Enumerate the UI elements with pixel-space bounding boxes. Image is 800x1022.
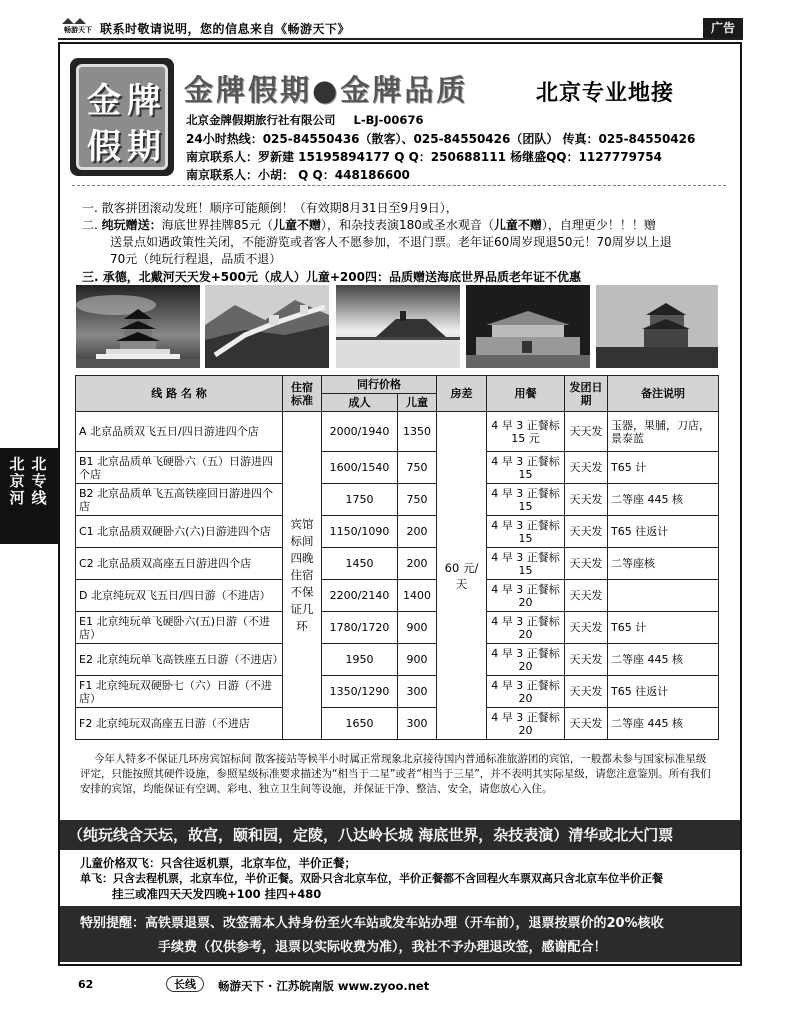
route-name: F2 北京纯玩双高座五日游（不进店 (76, 708, 283, 740)
meal-plan: 4 早 3 正餐标 20 (487, 676, 565, 708)
logo-char-4: 期 (127, 127, 161, 167)
table-row (76, 644, 719, 676)
remark: 玉器，果脯，刀店，景泰蓝 (608, 412, 719, 452)
col-room-diff-header: 房差 (437, 376, 487, 412)
child-price: 1350 (398, 412, 437, 452)
tiananmen-photo (466, 285, 590, 368)
notice-2-prefix: 二. (82, 218, 98, 232)
adult-price: 1750 (322, 484, 398, 516)
meal-plan: 4 早 3 正餐标 20 (487, 580, 565, 612)
departure: 天天发 (565, 644, 608, 676)
child-price-line-3: 挂三或准四天天发四晚+100 挂四+480 (112, 887, 322, 901)
notice-2-line2: 送景点如遇政策性关闭，不能游览或者客人不愿参加，不退门票。老年证60周岁现退50元！70周岁以上退 (110, 235, 672, 249)
special-reminder (60, 906, 740, 962)
col-remarks-header: 备注说明 (608, 376, 719, 412)
hotel-footnote: 今年人特多不保证几环房宾馆标间 散客接站等候半小时属正常现象北京接待国内普通标准旅游团的宾馆，一般都未参与国家标准星级评定，只能按照其硬件设施，参照星级标准要求描述为“相当于二星”或者“相当于三星”，并不表明其实际星级，请您注意鉴别。所有我们安排的宾馆，均能保证有空调、彩电、独立卫生间等设施，并保证干净、整洁、安全，请您放心入住。 (80, 753, 711, 795)
gate-tower-photo (596, 285, 718, 368)
adult-price: 2000/1940 (322, 412, 398, 452)
notice-2-bold: 纯玩赠送： (101, 218, 162, 232)
child-price: 1400 (398, 580, 437, 612)
adult-price: 1150/1090 (322, 516, 398, 548)
child-price-line-1: 儿童价格双飞：只含往返机票，北京车位，半价正餐； (80, 856, 356, 870)
departure: 天天发 (565, 452, 608, 484)
company-name-text: 北京金牌假期旅行社有限公司 (186, 113, 336, 127)
route-name: C2 北京品质双高座五日游进四个店 (76, 548, 283, 580)
child-price: 750 (398, 452, 437, 484)
special-reminder-line-1: 特别提醒：高铁票退票、改签需本人持身份至火车站或发车站办理（开车前），退票按票价的20%核收 (80, 916, 664, 931)
departure: 天天发 (565, 412, 608, 452)
side-tab-col2: 北专线 (31, 455, 47, 507)
departure: 天天发 (565, 612, 608, 644)
departure: 天天发 (565, 676, 608, 708)
company-name (186, 112, 423, 128)
child-price: 900 (398, 612, 437, 644)
brand-logo-inner (76, 64, 168, 170)
remark: 二等座 445 核 (608, 708, 719, 740)
contact-line-1: 南京联系人：罗新建 15195894177 Q Q：250688111 杨继盛QQ：1127779754 (186, 150, 663, 164)
table-row (76, 516, 719, 548)
departure: 天天发 (565, 708, 608, 740)
remark: 二等座 445 核 (608, 644, 719, 676)
gate-tower-icon (596, 285, 718, 368)
table-row (76, 612, 719, 644)
notice-1: 一. 散客拼团滚动发班！顺序可能颠倒！（有效期8月31日至9月9日）， (82, 201, 458, 215)
slogan-dot: ● (312, 73, 341, 107)
logo-text: 畅游天下 (64, 26, 92, 34)
route-name: E1 北京纯玩单飞硬卧六(五)日游（不进店） (76, 612, 283, 644)
meal-plan: 4 早 3 正餐标 15 (487, 516, 565, 548)
col-meals-header: 用餐 (487, 376, 565, 412)
col-route-header: 线 路 名 称 (76, 376, 283, 412)
slogan-part-a: 金牌假期 (184, 73, 313, 107)
table-row (76, 484, 719, 516)
page-number: 62 (78, 978, 94, 991)
side-section-tab (0, 448, 58, 544)
child-price: 200 (398, 548, 437, 580)
adult-price: 1780/1720 (322, 612, 398, 644)
section-label: 长线 (166, 976, 204, 992)
publication-logo (58, 14, 92, 34)
special-reminder-line-2: 手续费（仅供参考，退票以实际收费为准），我社不予办理退改签，感谢配合！ (158, 940, 607, 955)
table-row (76, 708, 719, 740)
meal-plan: 4 早 3 正餐标 15 (487, 548, 565, 580)
route-name: B2 北京品质单飞五高铁座回日游进四个店 (76, 484, 283, 516)
brand-slogan (184, 68, 468, 109)
child-price-line-2: 单飞：只含去程机票，北京车位，半价正餐。双卧只含北京车位，半价正餐都不含回程火车票双高只含北京车位半价正餐 (80, 872, 663, 885)
great-wall-photo (205, 285, 329, 368)
notice-2-line3: 70元（纯玩行程退，品质不退） (110, 252, 282, 266)
child-price: 300 (398, 708, 437, 740)
col-lodging-header: 住宿标准 (283, 376, 322, 412)
temple-of-heaven-photo (76, 285, 200, 368)
route-price-table (75, 375, 719, 740)
adult-price: 1600/1540 (322, 452, 398, 484)
route-name: F1 北京纯玩双硬卧七（六）日游（不进店） (76, 676, 283, 708)
route-name: A 北京品质双飞五日/四日游进四个店 (76, 412, 283, 452)
header-rule (58, 38, 743, 40)
table-row (76, 580, 719, 612)
meal-plan: 4 早 3 正餐标 15 元 (487, 412, 565, 452)
col-adult-header: 成人 (322, 394, 398, 412)
publication-info: 畅游天下 · 江苏皖南版 www.zyoo.net (218, 979, 430, 993)
remark: T65 计 (608, 612, 719, 644)
page-footer (58, 966, 742, 992)
remark: T65 往返计 (608, 516, 719, 548)
great-wall-icon (205, 285, 329, 368)
remark: T65 往返计 (608, 676, 719, 708)
summer-palace-icon (336, 285, 460, 368)
notice-2-a: 海底世界挂牌85元（ (161, 218, 273, 232)
notice-3: 三. 承德，北戴河天天发+500元（成人）儿童+200四：品质赠送海底世界品质老年证不优惠 (82, 270, 581, 284)
child-price: 300 (398, 676, 437, 708)
adult-price: 1350/1290 (322, 676, 398, 708)
logo-char-3: 假 (87, 127, 121, 167)
notice-2 (82, 216, 656, 233)
included-sights-banner: （纯玩线含天坛，故宫，颐和园，定陵，八达岭长城 海底世界，杂技表演）清华或北大门票 (60, 820, 740, 850)
notice-2-b: 儿童不赠 (272, 218, 321, 232)
notice-2-e: ），自理更少！！！赠 (541, 218, 656, 232)
col-child-header: 儿童 (398, 394, 437, 412)
adult-price: 1650 (322, 708, 398, 740)
meal-plan: 4 早 3 正餐标 15 (487, 452, 565, 484)
table-row (76, 676, 719, 708)
temple-of-heaven-icon (76, 285, 200, 368)
table-row (76, 412, 719, 452)
meal-plan: 4 早 3 正餐标 20 (487, 612, 565, 644)
col-departure-header: 发团日期 (565, 376, 608, 412)
child-price: 750 (398, 484, 437, 516)
license-number: L-BJ-00676 (353, 113, 424, 127)
summer-palace-photo (336, 285, 460, 368)
hotline: 24小时热线：025-84550436（散客）、025-84550426（团队） 传真：025-84550426 (186, 132, 696, 146)
child-price: 200 (398, 516, 437, 548)
divider (72, 185, 726, 186)
remark: 二等座 445 核 (608, 484, 719, 516)
meal-plan: 4 早 3 正餐标 15 (487, 484, 565, 516)
table-row (76, 548, 719, 580)
source-tagline: 联系时敬请说明，您的信息来自《畅游天下》 (100, 22, 351, 36)
notice-2-d: 儿童不赠 (493, 218, 542, 232)
notice-2-c: ），和杂技表演180或圣水观音（ (320, 218, 494, 232)
remark (608, 580, 719, 612)
table-row (76, 452, 719, 484)
departure: 天天发 (565, 516, 608, 548)
col-price-header: 同行价格 (322, 376, 437, 394)
adult-price: 2200/2140 (322, 580, 398, 612)
remark: T65 计 (608, 452, 719, 484)
departure: 天天发 (565, 484, 608, 516)
logo-char-1: 金 (87, 81, 121, 121)
brand-logo (70, 58, 174, 176)
brand-tagline-right: 北京专业地接 (536, 81, 675, 106)
meal-plan: 4 早 3 正餐标 20 (487, 708, 565, 740)
side-tab-col1: 北京河 (9, 455, 25, 507)
slogan-part-b: 金牌品质 (340, 73, 469, 107)
lodging-standard: 宾馆标间四晚住宿不保证几环 (283, 412, 322, 740)
departure: 天天发 (565, 580, 608, 612)
child-price: 900 (398, 644, 437, 676)
room-difference: 60 元/天 (437, 412, 487, 740)
departure: 天天发 (565, 548, 608, 580)
tiananmen-icon (466, 285, 590, 368)
adult-price: 1450 (322, 548, 398, 580)
logo-char-2: 牌 (127, 81, 161, 121)
top-header (0, 0, 800, 40)
route-name: B1 北京品质单飞硬卧六（五）日游进四个店 (76, 452, 283, 484)
adult-price: 1950 (322, 644, 398, 676)
meal-plan: 4 早 3 正餐标 20 (487, 644, 565, 676)
route-name: C1 北京品质双硬卧六(六)日游进四个店 (76, 516, 283, 548)
route-name: E2 北京纯玩单飞高铁座五日游（不进店） (76, 644, 283, 676)
route-name: D 北京纯玩双飞五日/四日游（不进店） (76, 580, 283, 612)
ad-label: 广告 (703, 18, 743, 38)
contact-line-2: 南京联系人：小胡： Q Q：448186600 (186, 168, 410, 182)
remark: 二等座核 (608, 548, 719, 580)
